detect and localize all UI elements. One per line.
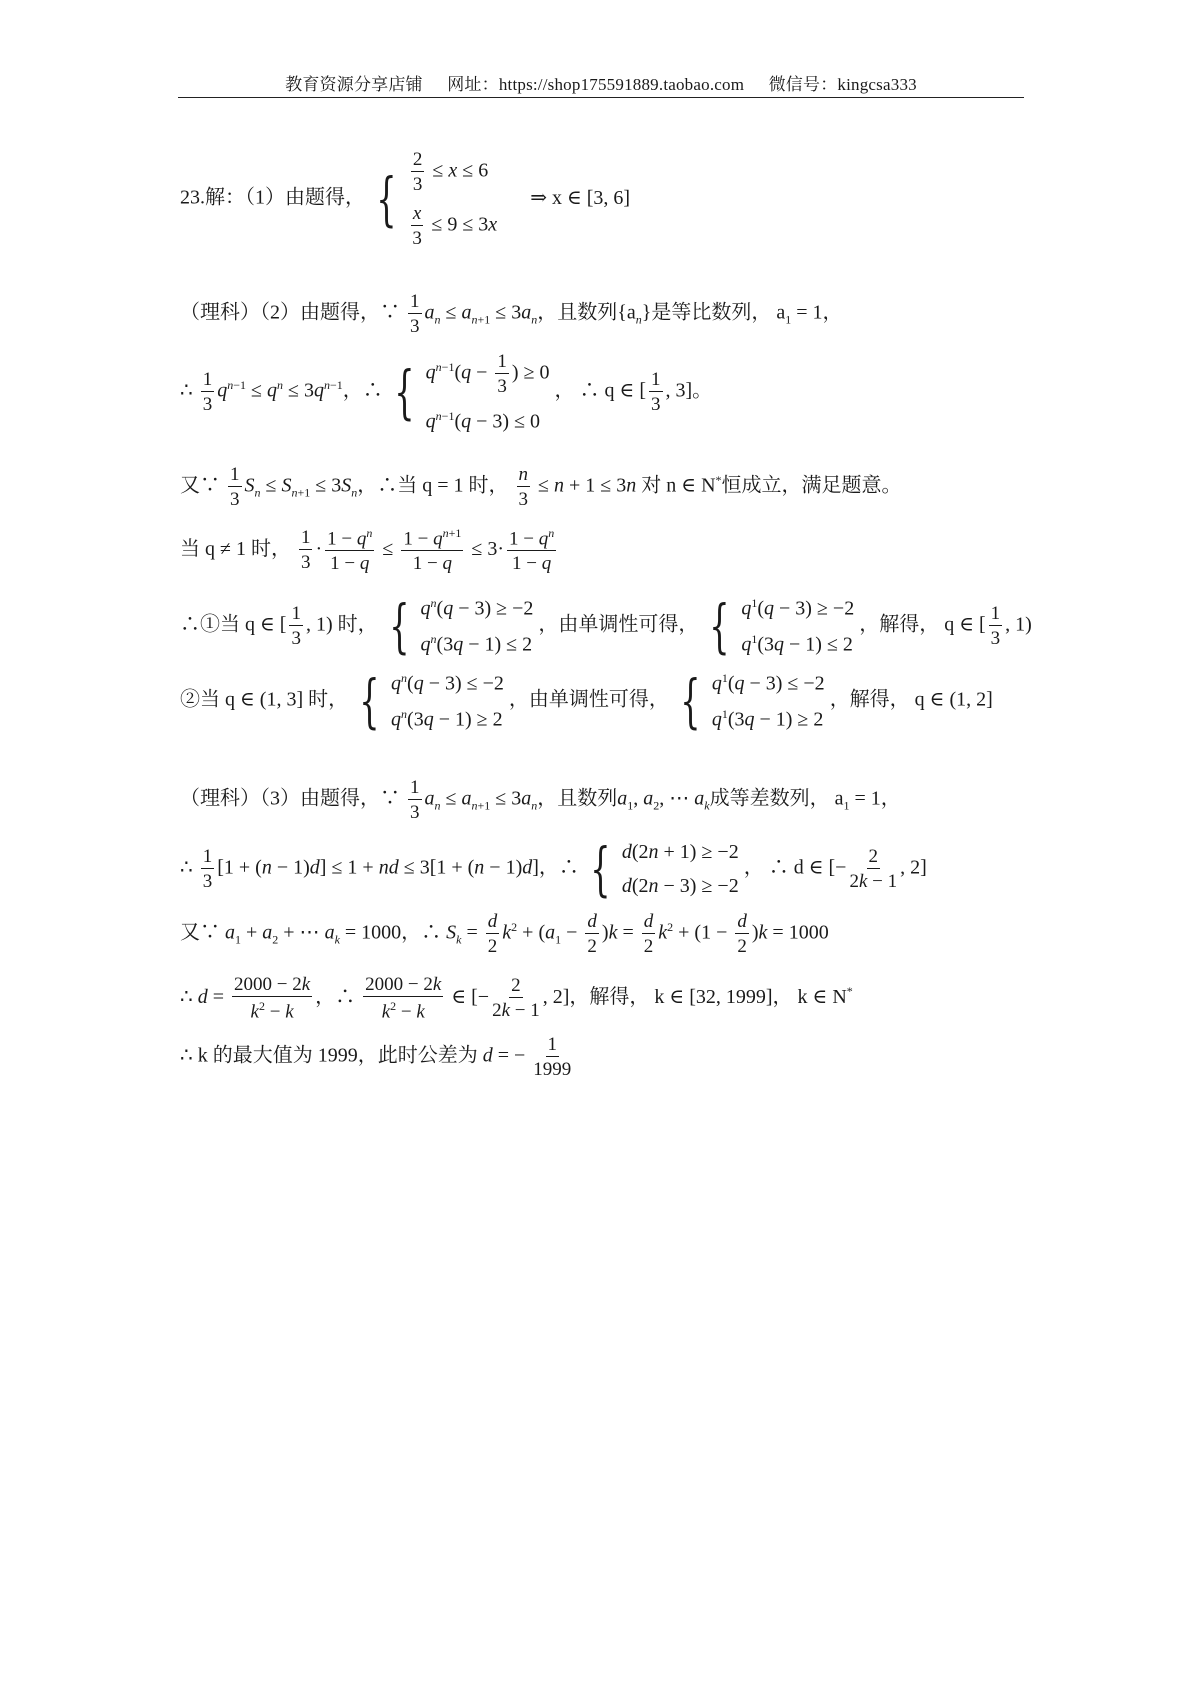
solution-line5: 当 q ≠ 1 时， $\frac{1}{3}$ · $\frac{1 - q^n}{1 - q}$ ≤ $\frac{1 - q^{n+1}}{1 - q}$ ≤ 3· $\frac{1 - q^n}{1 - q}$ [180,526,555,575]
solution-part1 [180,150,630,248]
shop-name: 教育资源分享店铺 [285,75,423,94]
text: ，且数列 [537,787,618,810]
shop-url: 网址：https://shop175591889.taobao.com [447,75,745,94]
text: 对 n ∈ N [641,474,716,497]
text: 又∵ [180,921,220,944]
text: 当 q ≠ 1 时， [180,537,291,560]
text: （理科）（3）由题得，∵ [180,787,400,810]
solution-line9: ∴ $\frac{1}{3}$ [1 + (n − 1)d] ≤ 1 + nd ≤ 3[1 + (n − 1)d]，∴ { d(2n + 1) ≥ −2 d(2n − 3) ≥ −2 ， ∴ d ∈ [− $\frac{2}{2k - 1}$ , 2] [180,834,927,903]
equation-system: $q^n(q - 3) \le -2$ $q^n(3q - 1) \ge 2$ [391,671,504,731]
left-brace: { [394,357,415,426]
text: 23.解：（1）由题得， [180,186,365,209]
solution-line10: 又∵ $a_1 + a_2$ + ⋯ $a_k = 1000$，∴ $S_k$ = $\frac{d}{2}$ $k^2 + (a_1$ − $\frac{d}{2}$ )k = $\frac{d}{2}$ $k^2 + (1$ − $\frac{d}{2}$ )k = 1000 [180,911,829,957]
text: }是等比数列， a [641,301,786,324]
left-brace: { [590,834,611,903]
equation-system: $q^1(q - 3) \ge -2$ $q^1(3q - 1) \le 2$ [741,596,855,656]
result: ⇒ x ∈ [3, 6] [530,186,631,209]
solution-line3: ∴ $\frac{1}{3}$ $q^{n-1} \le q^n \le 3q^{n-1}$，∴ { $q^{n-1}(q$ − $\frac{1}{3}$ ) ≥ 0 $q^{n-1}(q - 3) \le 0$ ， ∴ q ∈ [ $\frac{1}{3}$ , 3]。 [180,351,713,433]
text: 恒成立，满足题意。 [721,474,902,497]
left-brace: { [388,591,410,660]
text: （理科）（2）由题得，∵ [180,301,400,324]
text: ，∴当 q = 1 时， [357,474,509,497]
text: 成等差数列， a [709,787,844,810]
text: ，由单调性可得， [538,613,699,636]
left-brace: { [376,164,397,233]
text: ，由单调性可得， [508,688,669,711]
text: ，解得， q ∈ (1, 2] [829,688,993,711]
text: ，解得， k ∈ [32, 1999]， k ∈ N [569,985,847,1008]
left-brace: { [359,666,380,735]
header-rule [178,97,1024,98]
solution-line11: ∴ d = $\frac{2000 - 2k}{k^2 - k}$ ，∴ $\frac{2000 - 2k}{k^2 - k}$ ∈ [− $\frac{2}{2k - 1}$ , 2]，解得， k ∈ [32, 1999]， k ∈ N* [180,974,853,1023]
equation-system: $\frac{2}{3}$ ≤ x ≤ 6 $\frac{x}{3}$ ≤ 9 ≤ 3x [412,149,498,249]
wechat-id: 微信号：kingcsa333 [768,75,917,94]
text: ，且数列{a [537,301,636,324]
page-header [178,70,1024,95]
left-brace: { [709,591,731,660]
equation-system: d(2n + 1) ≥ −2 d(2n − 3) ≥ −2 [621,841,739,897]
text: ∴①当 q ∈ [ [180,613,287,636]
text: 又∵ [180,474,220,497]
equation-system: $q^n(q - 3) \ge -2$ $q^n(3q - 1) \le 2$ [420,596,534,656]
equation-system: $q^1(q - 3) \le -2$ $q^1(3q - 1) \ge 2$ [711,671,825,731]
solution-conclusion: ∴ k 的最大值为 1999，此时公差为 d = − $\frac{1}{1999}$ [180,1034,572,1080]
solution-line4: 又∵ $\frac{1}{3}$ $S_n \le S_{n+1} \le 3S_n$，∴当 q = 1 时， $\frac{n}{3}$ ≤ n + 1 ≤ 3n 对 n ∈ N*恒成立，满足题意。 [180,464,902,510]
solution-case1: ∴①当 q ∈ [ $\frac{1}{3}$ , 1) 时， { $q^n(q - 3) \ge -2$ $q^n(3q - 1) \le 2$ ，由单调性可得， { $q^1(q - 3) \ge -2$ $q^1(3q - 1) \le 2$ ，解得， q ∈ [ $\frac{1}{3}$ , 1) [180,591,1032,660]
solution-part2-intro: （理科）（2）由题得，∵ $\frac{1}{3}$ $a_n \le a_{n+1} \le 3a_n$，且数列$\{a_n\}$是等比数列， $a_1 = 1$， [180,291,843,337]
equation-system: $q^{n-1}(q$ − $\frac{1}{3}$ ) ≥ 0 $q^{n-1}(q - 3) \le 0$ [425,351,550,433]
text: ∴ k 的最大值为 1999，此时公差为 [180,1044,478,1067]
text: ， ∴ d ∈ [− [743,856,847,879]
text: ，解得， q ∈ [ [859,613,986,636]
left-brace: { [680,666,701,735]
text: ， ∴ q ∈ [ [554,379,647,402]
text: ②当 q ∈ (1, 3] 时， [180,688,349,711]
solution-part3-intro: （理科）（3）由题得，∵ $\frac{1}{3}$ $a_n \le a_{n+1} \le 3a_n$，且数列$a_1$, $a_2$, ⋯ $a_k$成等差数列， $a_1 = 1$， [180,777,901,823]
solution-case2 [180,666,993,735]
